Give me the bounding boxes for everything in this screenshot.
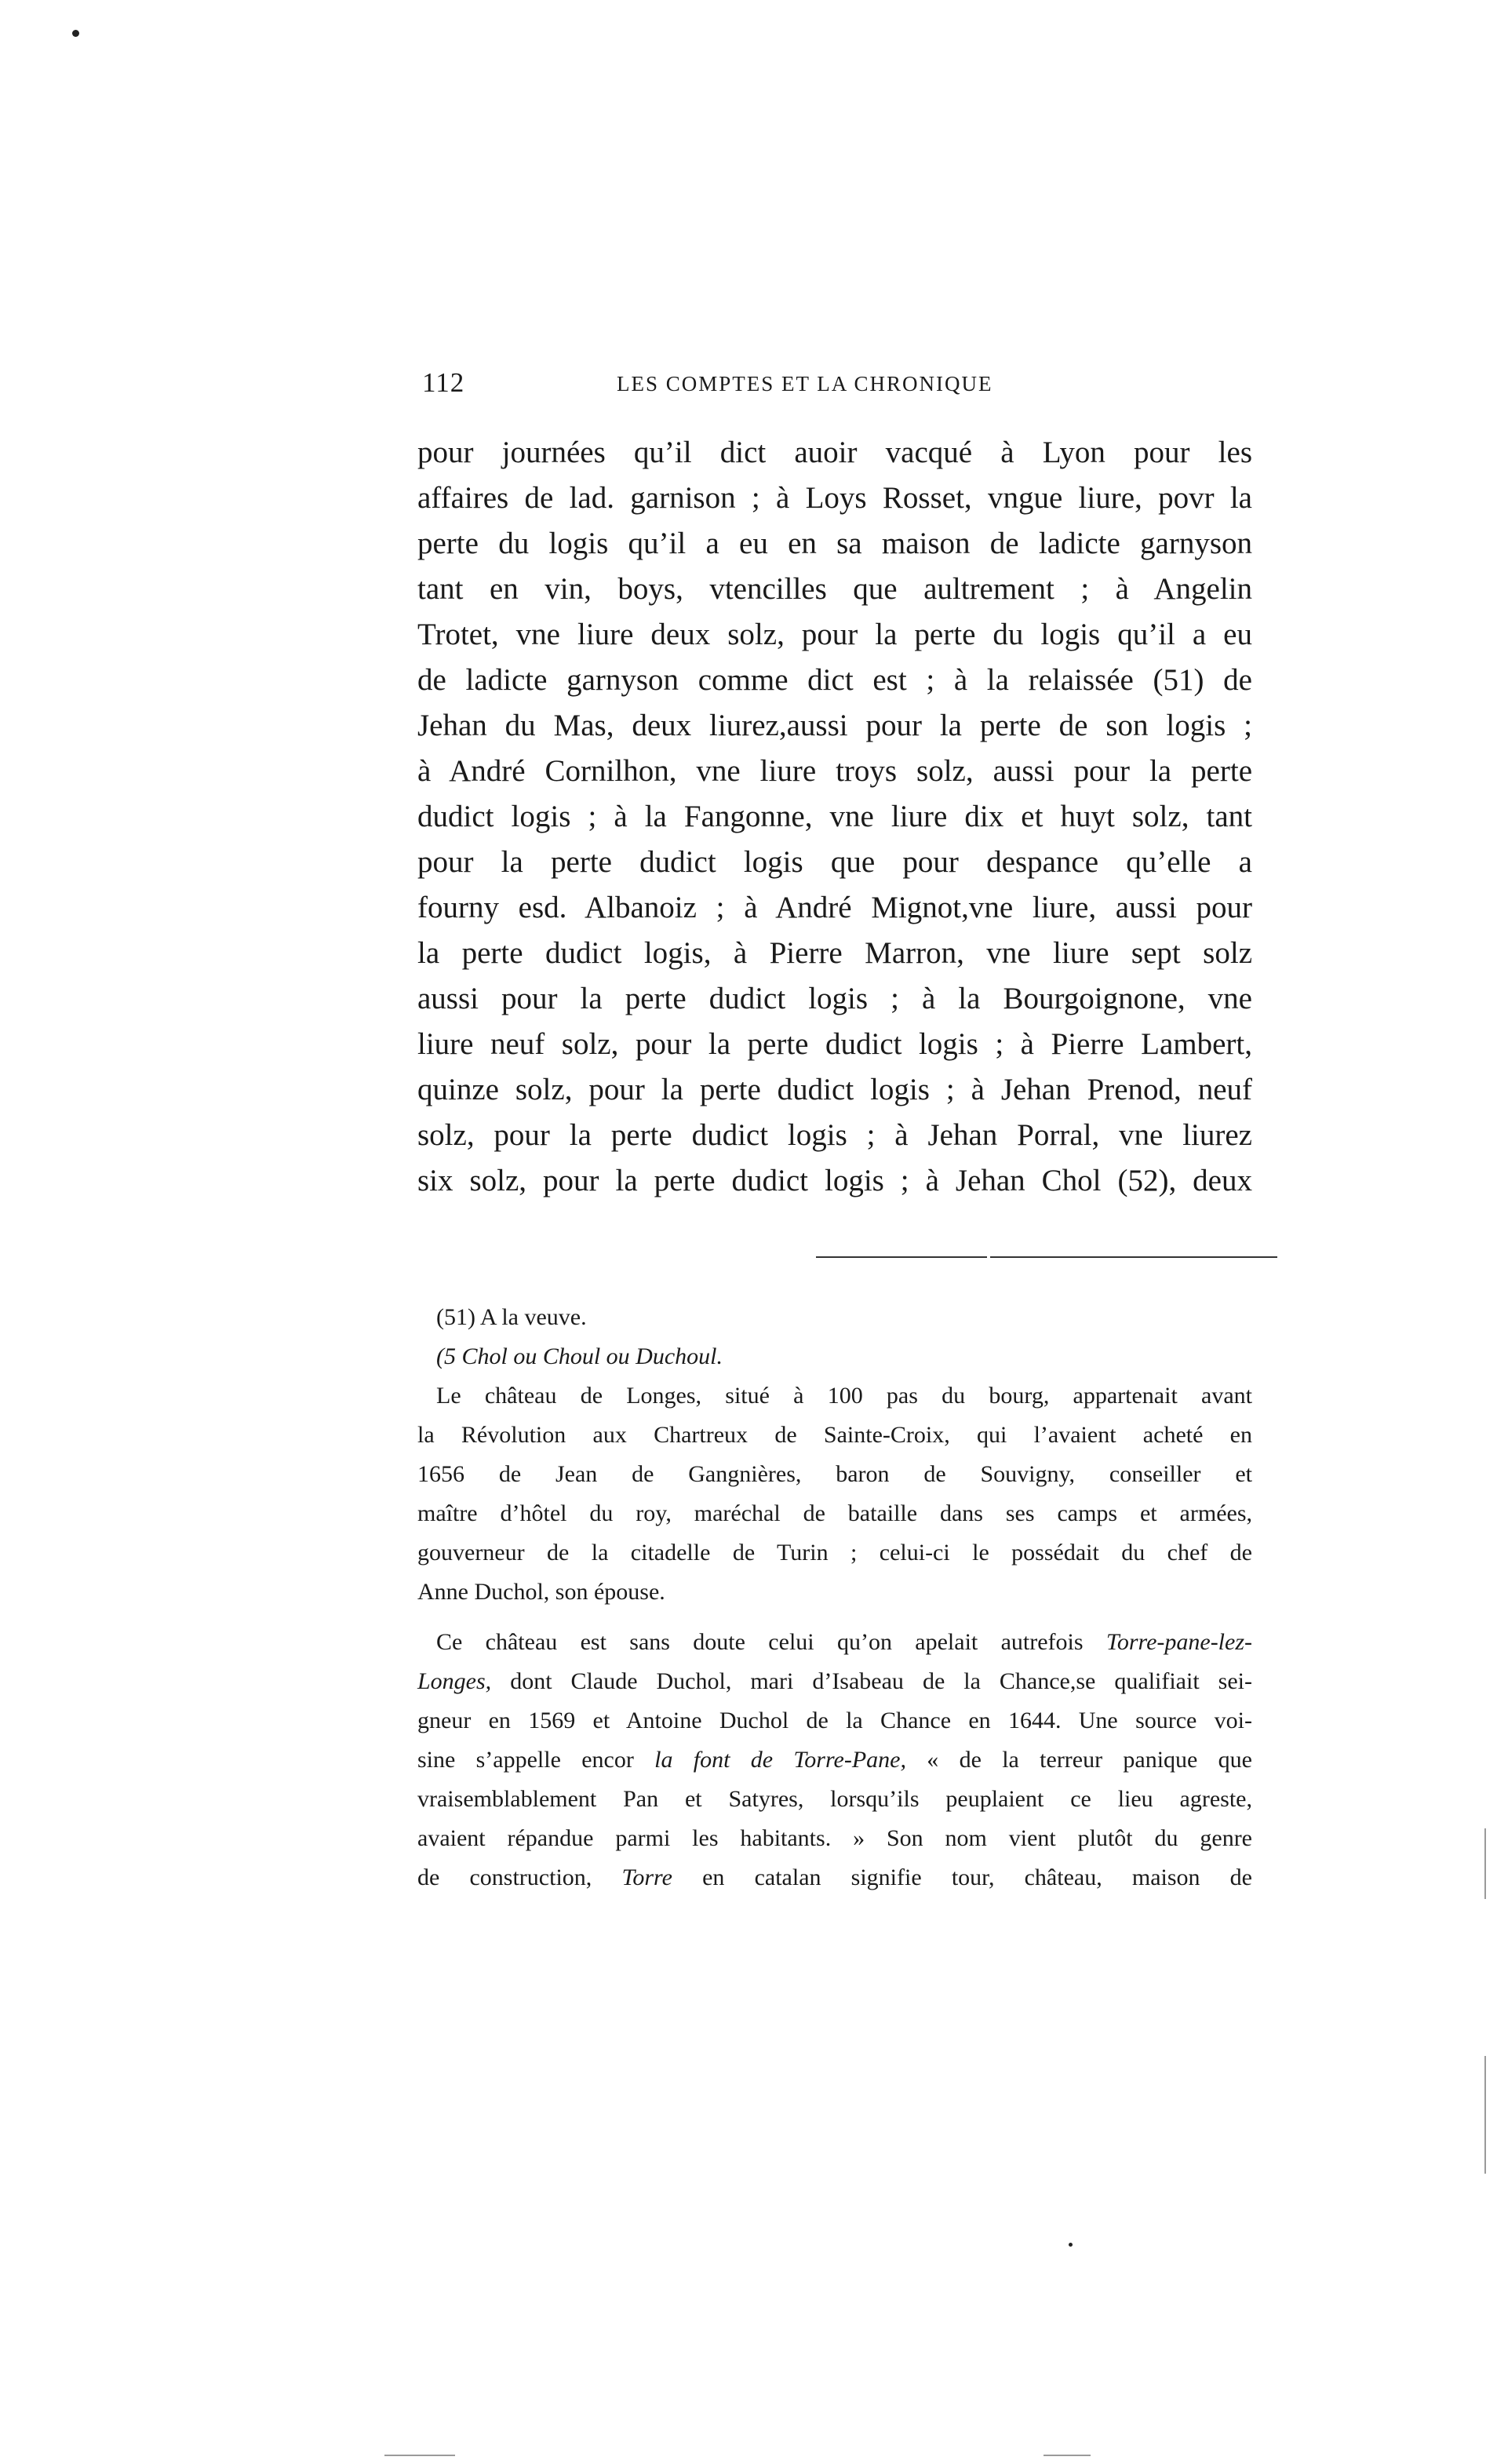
text-line: liure neuf solz, pour la perte dudict logis ; à Pierre Lambert,	[417, 1027, 1252, 1061]
footnote-separator	[816, 1256, 987, 1258]
footnote-paragraph-line	[417, 1662, 1252, 1701]
text-line: Jehan du Mas, deux liurez,aussi pour la perte de son logis ;	[417, 709, 1252, 742]
footnote-paragraph-line: maître d’hôtel du roy, maréchal de bataille dans ses camps et armées,	[417, 1500, 1252, 1526]
footnote-separator	[990, 1256, 1277, 1258]
text-run: « de la terreur panique que	[905, 1747, 1252, 1773]
footnote-52: (5 Chol ou Choul ou Duchoul.	[436, 1343, 723, 1369]
italic-run: Torre-pane-lez-	[1105, 1629, 1252, 1655]
main-text	[417, 430, 1252, 1204]
text-run: Ce château est sans doute celui qu’on apelait autrefois	[436, 1629, 1106, 1655]
footnote-paragraph-line	[417, 1623, 1252, 1662]
text-line: pour journées qu’il dict auoir vacqué à Lyon pour les	[417, 436, 1252, 469]
footnote-51: (51) A la veuve.	[436, 1304, 587, 1330]
footnote-paragraph-line: 1656 de Jean de Gangnières, baron de Souvigny, conseiller et	[417, 1461, 1252, 1487]
text-line: six solz, pour la perte dudict logis ; à Jehan Chol (52), deux	[417, 1164, 1252, 1197]
text-line: Trotet, vne liure deux solz, pour la perte du logis qu’il a eu	[417, 618, 1252, 651]
text-line: fourny esd. Albanoiz ; à André Mignot,vne liure, aussi pour	[417, 891, 1252, 924]
italic-run: Longes,	[417, 1668, 492, 1694]
text-line: dudict logis ; à la Fangonne, vne liure dix et huyt solz, tant	[417, 800, 1252, 833]
scan-speck	[72, 30, 79, 37]
footnote-paragraph-line: Anne Duchol, son épouse.	[417, 1579, 665, 1605]
text-line: de ladicte garnyson comme dict est ; à la relaissée (51) de	[417, 663, 1252, 697]
footnotes	[417, 1298, 1252, 1897]
italic-run: la font de Torre-Pane,	[654, 1747, 906, 1773]
scan-edge-mark	[1484, 2056, 1486, 2174]
footnote-paragraph-line: Le château de Longes, situé à 100 pas du bourg, appartenait avant	[436, 1383, 1252, 1409]
page-header	[422, 367, 1246, 406]
text-run: vraisemblablement Pan et Satyres, lorsqu’ils peuplaient ce lieu agreste,	[417, 1786, 1252, 1812]
footnote-paragraph-line: la Révolution aux Chartreux de Sainte-Croix, qui l’avaient acheté en	[417, 1422, 1252, 1448]
footnote-paragraph-line: gouverneur de la citadelle de Turin ; celui-ci le possédait du chef de	[417, 1540, 1252, 1566]
text-line: la perte dudict logis, à Pierre Marron, vne liure sept solz	[417, 936, 1252, 970]
page-number: 112	[422, 367, 465, 398]
running-title: LES COMPTES ET LA CHRONIQUE	[617, 372, 993, 395]
scan-edge-mark	[1484, 1828, 1486, 1899]
footnote-paragraph-line	[417, 1740, 1252, 1780]
text-line: à André Cornilhon, vne liure troys solz, aussi pour la perte	[417, 754, 1252, 788]
text-run: avaient répandue parmi les habitants. » Son nom vient plutôt du genre	[417, 1825, 1252, 1851]
text-run: en catalan signifie tour, château, maison de	[672, 1864, 1252, 1890]
italic-run: Torre	[621, 1864, 672, 1890]
scan-speck	[1069, 2243, 1073, 2247]
footnote-paragraph-line	[417, 1819, 1252, 1858]
text-line: affaires de lad. garnison ; à Loys Rosset, vngue liure, povr la	[417, 481, 1252, 515]
footnote-paragraph-line	[417, 1780, 1252, 1819]
text-run: gneur en 1569 et Antoine Duchol de la Chance en 1644. Une source voi-	[417, 1708, 1252, 1733]
scan-edge-mark	[1044, 2455, 1091, 2456]
text-line: pour la perte dudict logis que pour despance qu’elle a	[417, 845, 1252, 879]
text-line: solz, pour la perte dudict logis ; à Jehan Porral, vne liurez	[417, 1118, 1252, 1152]
footnote-paragraph-line	[417, 1858, 1252, 1897]
footnote-paragraph-line	[417, 1701, 1252, 1740]
text-run: sine s’appelle encor	[417, 1747, 655, 1773]
text-line: quinze solz, pour la perte dudict logis ; à Jehan Prenod, neuf	[417, 1073, 1252, 1106]
text-line: perte du logis qu’il a eu en sa maison de ladicte garnyson	[417, 527, 1252, 560]
text-line: tant en vin, boys, vtencilles que aultrement ; à Angelin	[417, 572, 1252, 606]
text-line: aussi pour la perte dudict logis ; à la Bourgoignone, vne	[417, 982, 1252, 1015]
scan-edge-mark	[384, 2455, 455, 2456]
text-run: de construction,	[417, 1864, 622, 1890]
text-run: dont Claude Duchol, mari d’Isabeau de la Chance,se qualifiait sei-	[491, 1668, 1252, 1694]
